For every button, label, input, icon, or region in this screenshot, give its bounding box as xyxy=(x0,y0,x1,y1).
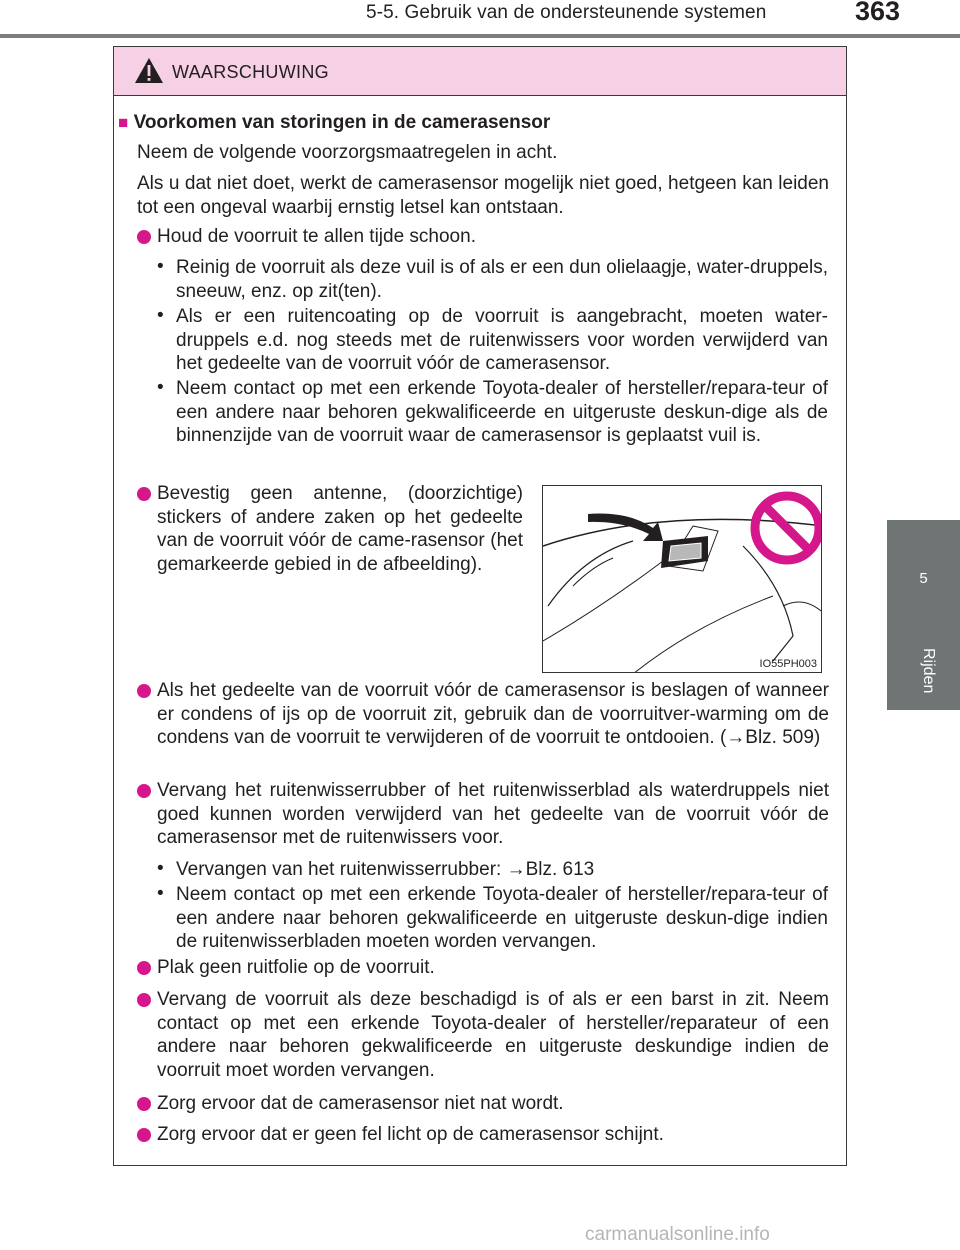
dash-bullet: • xyxy=(157,858,164,879)
circle-bullet-icon xyxy=(137,1128,151,1146)
chapter-tab xyxy=(887,520,960,710)
circle-bullet-icon xyxy=(137,1097,151,1115)
dash-bullet: • xyxy=(157,256,164,277)
warning-triangle-icon xyxy=(134,57,164,89)
item-4-sub-1: Vervangen van het ruitenwisserrubber: →Blz. 613 xyxy=(176,859,595,880)
section-heading-text: Voorkomen van storingen in de camerasensor xyxy=(133,112,551,133)
chapter-number: 5 xyxy=(919,570,928,587)
intro-line-1: Neem de volgende voorzorgsmaatregelen in acht. xyxy=(137,142,558,163)
warning-label: WAARSCHUWING xyxy=(172,62,329,82)
header-rule xyxy=(0,34,960,38)
item-2: Bevestig geen antenne, (doorzichtige) stickers of andere zaken op het gedeelte van de voorruit vóór de came-rasensor (het gemarkeerde gebied in de afbeelding). xyxy=(157,483,523,575)
item-8: Zorg ervoor dat er geen fel licht op de camerasensor schijnt. xyxy=(157,1124,664,1145)
circle-bullet-icon xyxy=(137,487,151,505)
watermark: carmanualsonline.info xyxy=(585,1224,770,1245)
item-5: Plak geen ruitfolie op de voorruit. xyxy=(157,957,435,978)
dash-bullet: • xyxy=(157,883,164,904)
warning-header xyxy=(114,47,846,96)
item-7: Zorg ervoor dat de camerasensor niet nat wordt. xyxy=(157,1093,564,1114)
circle-bullet-icon xyxy=(137,784,151,802)
circle-bullet-icon xyxy=(137,961,151,979)
item-1-sub-3: Neem contact op met een erkende Toyota-dealer of hersteller/repara-teur of een andere naar behoren gekwalificeerde en uitgeruste deskun-dige als de binnenzijde van de voorruit waar de camerasensor is geplaatst vuil is. xyxy=(176,378,828,446)
circle-bullet-icon xyxy=(137,230,151,248)
circle-bullet-icon xyxy=(137,993,151,1011)
dash-bullet: • xyxy=(157,305,164,326)
item-3: Als het gedeelte van de voorruit vóór de camerasensor is beslagen of wanneer er condens of ijs op de voorruit zit, gebruik dan de voorruitver-warming om de condens van de voorruit te verwijderen of de voorruit te ontdooien. (→Blz. 509) xyxy=(157,680,829,748)
windshield-camera-figure xyxy=(542,485,822,673)
page-number: 363 xyxy=(855,0,901,26)
dash-bullet: • xyxy=(157,377,164,398)
item-1-sub-2: Als er een ruitencoating op de voorruit is aangebracht, moeten water-druppels e.d. nog steeds met de ruitenwissers voor worden verwijderd van het gedeelte van de voorruit vóór de camerasensor. xyxy=(176,306,828,374)
item-6: Vervang de voorruit als deze beschadigd is of als er een barst in zit. Neem contact op met een erkende Toyota-dealer of hersteller/reparateur of een andere naar behoren gekwalificeerde en uitgeruste deskundige indien de voorruit moet worden vervangen. xyxy=(157,989,829,1081)
item-4: Vervang het ruitenwisserrubber of het ruitenwisserblad als waterdruppels niet goed kunnen worden verwijderd van het gedeelte van de voorruit vóór de camerasensor met de ruitenwissers voor. xyxy=(157,780,829,848)
item-1-sub-1: Reinig de voorruit als deze vuil is of als er een dun olielaagje, water-druppels, sneeuw, enz. op zit(ten). xyxy=(176,257,828,302)
chapter-label: Rijden xyxy=(920,648,937,694)
figure-code: IO55PH003 xyxy=(759,658,817,670)
section-title: 5-5. Gebruik van de ondersteunende systemen xyxy=(366,2,767,23)
circle-bullet-icon xyxy=(137,684,151,702)
windshield-illustration xyxy=(543,486,822,673)
intro-line-2: Als u dat niet doet, werkt de camerasensor mogelijk niet goed, hetgeen kan leiden tot een ongeval waarbij ernstig letsel kan ontstaan. xyxy=(137,173,829,218)
section-heading xyxy=(118,111,818,135)
square-bullet-icon: ■ xyxy=(118,113,129,132)
item-4-sub-2: Neem contact op met een erkende Toyota-dealer of hersteller/repara-teur of een andere naar behoren gekwalificeerde en uitgeruste deskun-dige indien de ruitenwisserbladen moeten worden vervangen. xyxy=(176,884,828,952)
item-1: Houd de voorruit te allen tijde schoon. xyxy=(157,226,476,247)
